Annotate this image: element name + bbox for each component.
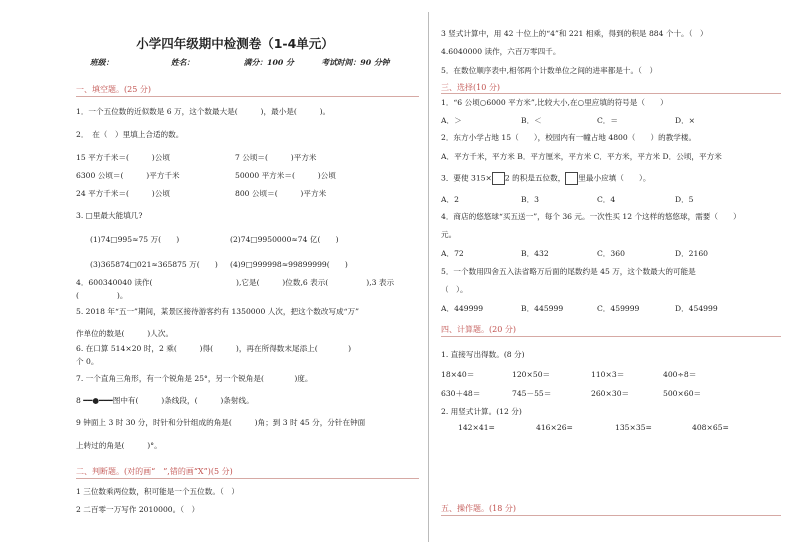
choice-option: A．449999 (441, 304, 484, 313)
question-8: 8 ━━●━━━图中有( )条线段，( )条射线。 (76, 396, 254, 405)
choice-3-mid: 2 的积是五位数， (504, 173, 566, 183)
choice-3 (441, 172, 650, 185)
section-underline (441, 515, 781, 516)
section-choice: 三、选择(10 分) (441, 83, 500, 92)
calc-item: 110×3＝ (591, 370, 625, 379)
choice-2-options: A．平方千米，平方米 B．平方厘米，平方米 C．平方米，平方米 D．公顷，平方米 (441, 152, 722, 161)
choice-option: A．72 (441, 249, 464, 258)
section-underline (441, 336, 781, 337)
judge-3: 3 竖式计算中，用 42 十位上的“4”和 221 相乘，得到的积是 884 个十。（ ） (441, 29, 708, 38)
column-divider (428, 12, 429, 542)
blank-box (565, 172, 578, 185)
choice-2: 2．东方小学占地 15（ ），校园内有一幢占地 4800（ ）的教学楼。 (441, 133, 697, 142)
question-3b: (2)74□9950000≈74 亿( ) (230, 235, 339, 244)
calc-item: 745－55＝ (512, 389, 552, 398)
conversion-item: 6300 公顷＝( )平方千米 (76, 171, 180, 180)
choice-option: B．＜ (521, 116, 542, 125)
choice-option: B．445999 (521, 304, 564, 313)
judge-5: 5．在数位顺序表中,相邻两个计数单位之间的进率都是十。（ ） (441, 66, 658, 75)
judge-4: 4.6040000 读作，六百万零四千。 (441, 47, 561, 56)
choice-option: C．＝ (597, 116, 618, 125)
question-4-cont: ( )。 (76, 291, 128, 300)
section-operation: 五、操作题。(18 分) (441, 504, 516, 513)
choice-option: A．2 (441, 195, 459, 204)
calc-item: 630＋48＝ (441, 389, 481, 398)
choice-4-cont: 元。 (441, 230, 457, 239)
choice-option: D．5 (675, 195, 694, 204)
conversion-item: 50000 平方米＝( )公顷 (235, 171, 336, 180)
question-2: 2． 在（ ）里填上合适的数。 (76, 130, 184, 139)
page-title: 小学四年级期中检测卷（1-4单元） (136, 36, 334, 51)
score-label: 满分：100 分 (243, 58, 294, 67)
choice-option: B．3 (521, 195, 540, 204)
question-9: 9 钟面上 3 时 30 分，时针和分针组成的角是( )角；到 3 时 45 分，分针在钟面 (76, 418, 366, 427)
section-underline (76, 478, 419, 479)
calc-1: 1. 直接写出得数。(8 分) (441, 350, 525, 359)
choice-option: C．360 (597, 249, 625, 258)
choice-option: D．454999 (675, 304, 718, 313)
vertical-calc-item: 416×26= (536, 423, 573, 432)
question-3d: (4)9□999998≈99899999( ) (230, 260, 348, 269)
section-judge: 二、判断题。(对的画“ ”,错的画“X”)(5 分) (76, 467, 233, 476)
calc-item: 18×40＝ (441, 370, 475, 379)
question-6: 6. 在口算 514×20 时，2 乘( )得( )，再在所得数末尾添上( ) (76, 344, 352, 353)
question-7: 7. 一个直角三角形，有一个锐角是 25°，另一个锐角是( )度。 (76, 374, 313, 383)
question-5-cont: 作单位的数是( )人次。 (76, 329, 174, 338)
choice-option: D．× (675, 116, 696, 125)
question-4: 4．600340040 读作( ),它是( )位数,6 表示( ),3 表示 (76, 278, 395, 287)
conversion-item: 15 平方千米＝( )公顷 (76, 153, 170, 162)
calc-item: 260×30＝ (591, 389, 630, 398)
calc-item: 400÷8＝ (663, 370, 697, 379)
calc-item: 500×60＝ (663, 389, 702, 398)
time-label: 考试时间：90 分钟 (321, 58, 390, 67)
choice-3-post: 里最小应填（ ）。 (578, 173, 651, 183)
choice-option: D．2160 (675, 249, 709, 258)
vertical-calc-item: 142×41= (458, 423, 495, 432)
vertical-calc-item: 408×65= (692, 423, 729, 432)
class-label: 班级： (90, 58, 114, 67)
choice-3-pre: 3．要使 315× (441, 173, 492, 183)
header-info (90, 57, 389, 68)
choice-option: B．432 (521, 249, 549, 258)
choice-option: A．＞ (441, 116, 462, 125)
question-3c: (3)365874□021≈365875 万( ) (90, 260, 218, 269)
section-underline (76, 96, 419, 97)
vertical-calc-item: 135×35= (615, 423, 652, 432)
choice-5-cont: （ ）。 (441, 285, 468, 294)
conversion-item: 24 平方千米＝( )公顷 (76, 189, 170, 198)
section-calc: 四、计算题。(20 分) (441, 325, 516, 334)
judge-1: 1 三位数乘两位数，积可能是一个五位数。（ ） (76, 487, 239, 496)
choice-5: 5．一个数用四舍五入法省略万后面的尾数约是 45 万，这个数最大的可能是 (441, 267, 696, 276)
question-1: 1．一个五位数的近似数是 6 万，这个数最大是( )，最小是( )。 (76, 107, 331, 116)
choice-1: 1．“6 公顷○6000 平方米”,比较大小,在○里应填的符号是（ ） (441, 98, 668, 107)
question-5: 5. 2018 年“五一”期间，某景区接待游客约有 1350000 人次，把这个数改写成“万” (76, 307, 360, 316)
calc-item: 120×50＝ (512, 370, 551, 379)
question-6-cont: 个 0。 (76, 357, 99, 366)
conversion-item: 800 公顷＝( )平方米 (235, 189, 327, 198)
question-3: 3. □里最大能填几? (76, 211, 143, 220)
question-9-cont: 上转过的角是( )°。 (76, 441, 162, 450)
section-fill-in: 一、填空题。(25 分) (76, 85, 151, 94)
name-label: 姓名： (170, 58, 195, 67)
choice-4: 4．商店的悠悠球“买五送一”，每个 36 元。一次性买 12 个这样的悠悠球，需要（ ） (441, 212, 741, 221)
judge-2: 2 二百零一万写作 2010000。（ ） (76, 505, 200, 514)
conversion-item: 7 公顷＝( )平方米 (235, 153, 317, 162)
section-underline (441, 93, 781, 94)
question-3a: (1)74□995≈75 万( ) (90, 235, 180, 244)
choice-option: C．4 (597, 195, 616, 204)
blank-box (492, 172, 505, 185)
choice-option: C．459999 (597, 304, 640, 313)
calc-2: 2. 用竖式计算。(12 分) (441, 407, 522, 416)
